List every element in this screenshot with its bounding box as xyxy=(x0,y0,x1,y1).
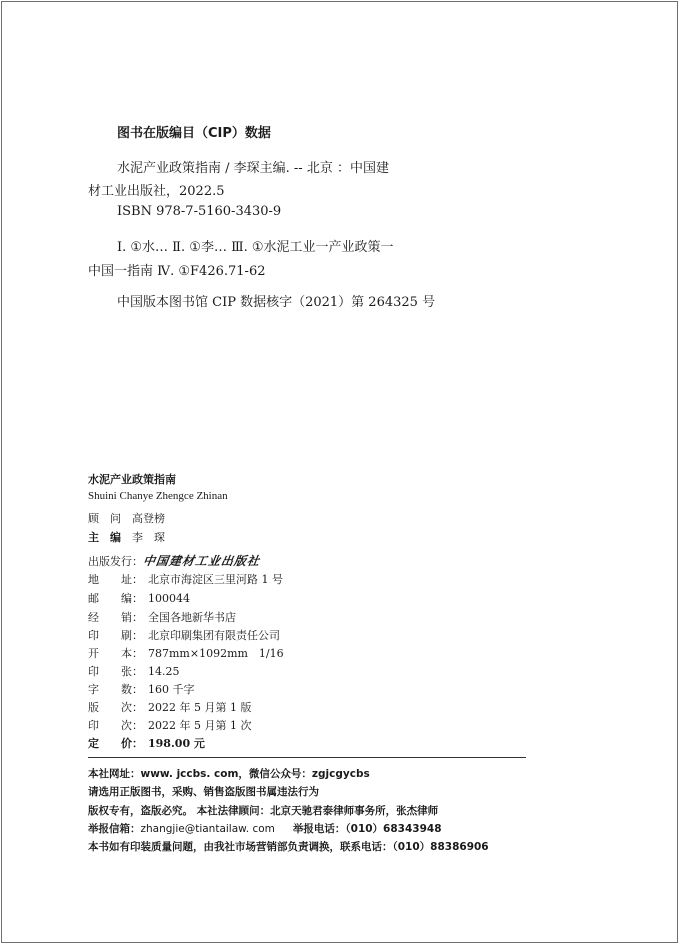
info-key: 邮 编： xyxy=(88,592,143,605)
footer-website: 本社网址：www. jccbs. com，微信公众号：zgjcgycbs xyxy=(88,768,370,780)
info-key: 地 址： xyxy=(88,573,143,586)
info-key: 印 张： xyxy=(88,665,143,678)
info-value: 全国各地新华书店 xyxy=(148,611,236,624)
divider xyxy=(88,757,526,758)
report-email: zhangjie@tiantailaw. com xyxy=(140,823,275,835)
info-key: 印 刷： xyxy=(88,629,143,642)
info-row-address xyxy=(88,571,283,588)
publisher-row xyxy=(88,553,260,570)
editor-row xyxy=(88,529,165,545)
info-value: 2022 年 5 月第 1 次 xyxy=(148,719,252,732)
book-pinyin-title: Shuini Chanye Zhengce Zhinan xyxy=(88,490,228,502)
info-row-price xyxy=(88,735,205,752)
cip-classification-1: Ⅰ. ①水… Ⅱ. ①李… Ⅲ. ①水泥工业一产业政策一 xyxy=(117,240,394,255)
report-phone: 举报电话：（010）68343948 xyxy=(292,823,442,835)
price-value: 198.00 元 xyxy=(148,737,205,750)
publisher-label: 出版发行： xyxy=(88,555,143,568)
info-row-distributor xyxy=(88,609,236,626)
info-value: 100044 xyxy=(148,592,190,605)
footer-legal: 版权专有，盗版必究。 本社法律顾问：北京天驰君泰律师事务所，张杰律师 xyxy=(88,805,439,817)
info-row-format xyxy=(88,645,284,662)
footer-report xyxy=(88,821,442,836)
cip-verification: 中国版本图书馆 CIP 数据核字（2021）第 264325 号 xyxy=(117,295,436,310)
editor-label: 主 编 xyxy=(88,531,121,544)
footer-quality-contact: 本书如有印装质量问题，由我社市场营销部负责调换，联系电话：（010）88386906 xyxy=(88,841,489,853)
advisor-row xyxy=(88,510,165,526)
price-key: 定 价： xyxy=(88,737,143,750)
info-value: 北京市海淀区三里河路 1 号 xyxy=(148,573,283,586)
info-value: 160 千字 xyxy=(148,683,195,696)
info-key: 开 本： xyxy=(88,647,143,660)
cip-title: 图书在版编目（CIP）数据 xyxy=(117,126,271,141)
info-key: 字 数： xyxy=(88,683,143,696)
info-value: 787mm×1092mm 1/16 xyxy=(148,647,284,660)
info-value: 北京印刷集团有限责任公司 xyxy=(148,629,280,642)
info-key: 版 次： xyxy=(88,701,143,714)
info-row-printer xyxy=(88,627,280,644)
cip-isbn: ISBN 978-7-5160-3430-9 xyxy=(117,204,282,219)
advisor-name: 高登榜 xyxy=(132,512,165,525)
info-key: 印 次： xyxy=(88,719,143,732)
cip-line-1: 水泥产业政策指南 / 李琛主编. -- 北京 ：中国建 xyxy=(117,161,389,176)
info-row-printing xyxy=(88,717,251,734)
cip-classification-2: 中国一指南 Ⅳ. ①F426.71-62 xyxy=(88,264,266,279)
info-row-edition xyxy=(88,699,251,716)
info-value: 2022 年 5 月第 1 版 xyxy=(148,701,252,714)
info-row-sheets xyxy=(88,663,180,680)
book-title: 水泥产业政策指南 xyxy=(88,473,176,486)
report-email-label: 举报信箱： xyxy=(88,823,141,835)
editor-name: 李 琛 xyxy=(132,531,165,544)
info-row-postcode xyxy=(88,590,190,607)
footer-anti-piracy: 请选用正版图书，采购、销售盗版图书属违法行为 xyxy=(88,786,319,798)
advisor-label: 顾 问 xyxy=(88,512,121,525)
info-key: 经 销： xyxy=(88,611,143,624)
publisher-logo: 中国建材工业出版社 xyxy=(142,554,262,568)
cip-line-2: 材工业出版社，2022.5 xyxy=(88,184,225,199)
info-row-wordcount xyxy=(88,681,195,698)
info-value: 14.25 xyxy=(148,665,180,678)
